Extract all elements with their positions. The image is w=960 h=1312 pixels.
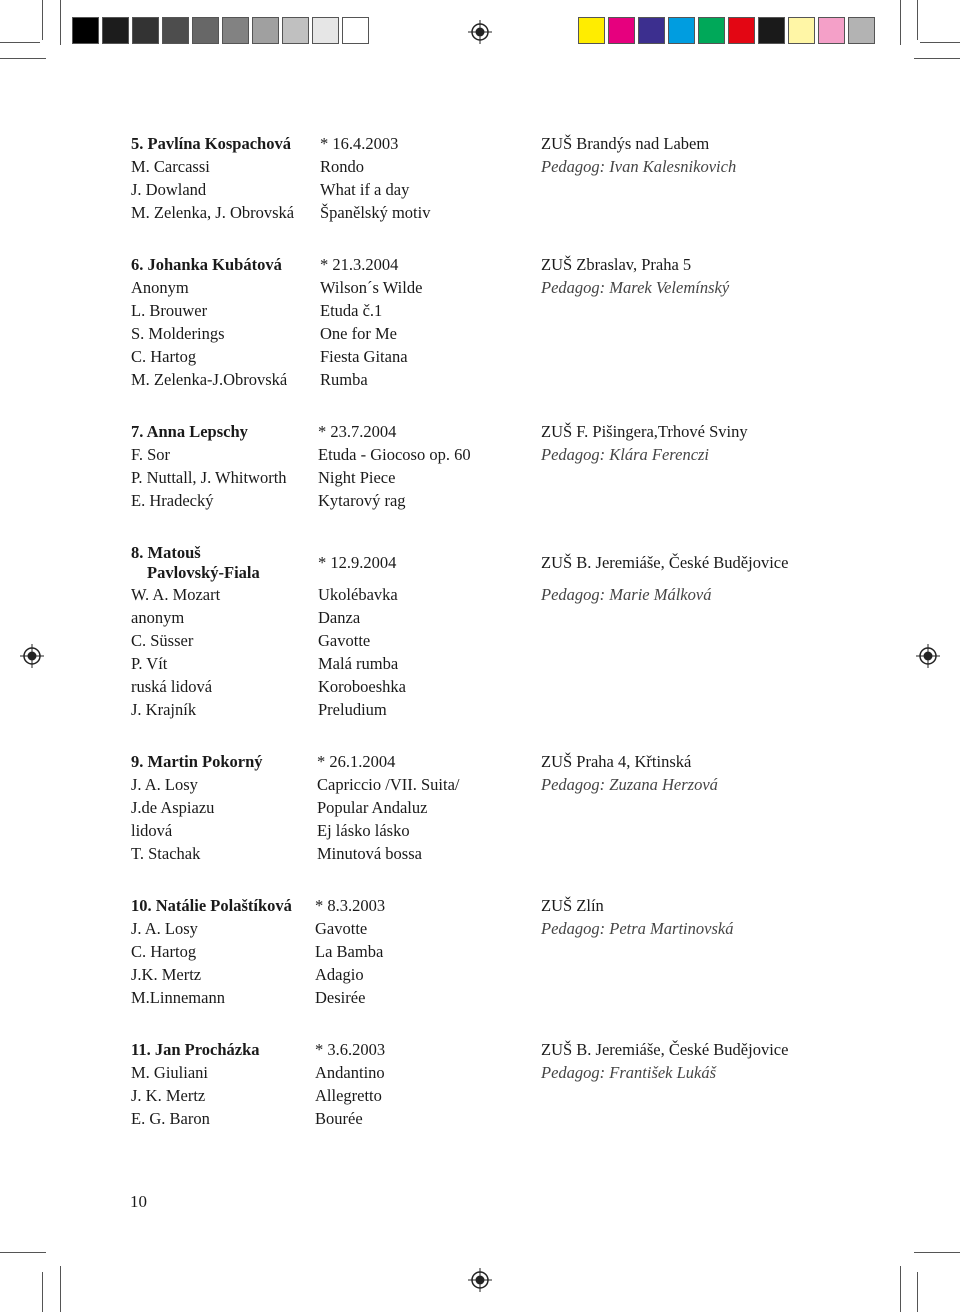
piece-title: La Bamba <box>315 942 384 961</box>
composer: L. Brouwer <box>131 301 208 320</box>
piece-title: Ukolébavka <box>318 585 398 604</box>
registration-mark-icon <box>468 1268 492 1292</box>
teacher-name: Pedagog: Klára Ferenczi <box>541 445 710 464</box>
performer-name: 6. Johanka Kubátová <box>131 255 282 274</box>
piece-title: Koroboeshka <box>318 677 406 696</box>
performer-name: 7. Anna Lepschy <box>131 422 248 441</box>
page-number: 10 <box>130 1192 147 1211</box>
piece-title: Gavotte <box>318 631 371 650</box>
composer: J. Dowland <box>131 180 207 199</box>
entry-header-row <box>0 1038 960 1061</box>
composer: anonym <box>131 608 185 627</box>
piece-title: Wilson´s Wilde <box>320 278 423 297</box>
piece-row <box>0 276 960 299</box>
piece-title: Preludium <box>318 700 387 719</box>
piece-row <box>0 652 960 675</box>
crop-mark <box>42 1272 43 1312</box>
school-name: ZUŠ F. Pišingera,Trhové Sviny <box>541 422 748 441</box>
crop-mark <box>0 1252 46 1253</box>
composer: ruská lidová <box>131 677 213 696</box>
teacher-name: Pedagog: Petra Martinovská <box>541 919 734 938</box>
color-swatch <box>578 17 605 44</box>
composer: J. A. Losy <box>131 919 198 938</box>
color-swatch <box>162 17 189 44</box>
piece-title: Gavotte <box>315 919 368 938</box>
color-swatch <box>342 17 369 44</box>
teacher-name: Pedagog: Marek Velemínský <box>541 278 730 297</box>
teacher-name: Pedagog: Marie Málková <box>541 585 712 604</box>
registration-mark-icon <box>468 20 492 44</box>
composer: M. Giuliani <box>131 1063 208 1082</box>
entry-header-row <box>0 253 960 276</box>
performer-name: 9. Martin Pokorný <box>131 752 263 771</box>
piece-title: Night Piece <box>318 468 396 487</box>
piece-title: What if a day <box>320 180 410 199</box>
composer: T. Stachak <box>131 844 201 863</box>
composer: Anonym <box>131 278 189 297</box>
composer: M. Zelenka-J.Obrovská <box>131 370 288 389</box>
piece-row <box>0 345 960 368</box>
teacher-name: Pedagog: Zuzana Herzová <box>541 775 718 794</box>
piece-title: One for Me <box>320 324 397 343</box>
composer: W. A. Mozart <box>131 585 221 604</box>
piece-row <box>0 940 960 963</box>
birth-date: * 8.3.2003 <box>315 896 386 915</box>
piece-title: Etuda - Giocoso op. 60 <box>318 445 471 464</box>
school-name: ZUŠ Praha 4, Křtinská <box>541 752 692 771</box>
entry-header-row <box>0 561 960 584</box>
composer: C. Hartog <box>131 942 197 961</box>
birth-date: * 12.9.2004 <box>318 553 397 572</box>
crop-mark <box>60 1266 61 1312</box>
school-name: ZUŠ B. Jeremiáše, České Budějovice <box>541 553 789 572</box>
crop-mark <box>914 58 960 59</box>
piece-title: Desirée <box>315 988 366 1007</box>
birth-date: * 16.4.2003 <box>320 134 399 153</box>
composer: J.K. Mertz <box>131 965 202 984</box>
color-swatch <box>788 17 815 44</box>
composer: P. Nuttall, J. Whitworth <box>131 468 287 487</box>
piece-row <box>0 443 960 466</box>
piece-row <box>0 842 960 865</box>
piece-title: Allegretto <box>315 1086 382 1105</box>
color-swatch <box>818 17 845 44</box>
piece-title: Etuda č.1 <box>320 301 383 320</box>
piece-title: Kytarový rag <box>318 491 406 510</box>
color-swatch <box>312 17 339 44</box>
composer: F. Sor <box>131 445 171 464</box>
piece-title: Popular Andaluz <box>317 798 428 817</box>
crop-mark <box>914 1252 960 1253</box>
crop-mark <box>42 0 43 40</box>
color-swatch <box>132 17 159 44</box>
color-swatch <box>698 17 725 44</box>
color-swatch <box>638 17 665 44</box>
grayscale-bar <box>72 17 372 47</box>
composer: P. Vít <box>131 654 168 673</box>
composer: C. Süsser <box>131 631 194 650</box>
school-name: ZUŠ Zlín <box>541 896 604 915</box>
piece-title: Andantino <box>315 1063 385 1082</box>
composer: lidová <box>131 821 173 840</box>
piece-row <box>0 178 960 201</box>
piece-row <box>0 1061 960 1084</box>
color-swatch <box>668 17 695 44</box>
piece-row <box>0 819 960 842</box>
piece-title: Capriccio /VII. Suita/ <box>317 775 460 794</box>
composer: J.de Aspiazu <box>131 798 215 817</box>
composer: J. A. Losy <box>131 775 198 794</box>
piece-row <box>0 1084 960 1107</box>
crop-mark <box>0 58 46 59</box>
school-name: ZUŠ B. Jeremiáše, České Budějovice <box>541 1040 789 1059</box>
composer: M. Carcassi <box>131 157 210 176</box>
composer: J. Krajník <box>131 700 197 719</box>
entry-header-row <box>0 750 960 773</box>
crop-mark <box>917 0 918 40</box>
piece-row <box>0 1107 960 1130</box>
performer-name: 10. Natálie Polaštíková <box>131 896 292 915</box>
piece-row <box>0 155 960 178</box>
crop-mark <box>0 42 40 43</box>
color-swatch <box>192 17 219 44</box>
performer-name: 11. Jan Procházka <box>131 1040 260 1059</box>
performer-name: 8. Matouš <box>131 543 201 562</box>
birth-date: * 23.7.2004 <box>318 422 397 441</box>
teacher-name: Pedagog: Ivan Kalesnikovich <box>541 157 737 176</box>
color-swatch <box>252 17 279 44</box>
piece-row <box>0 322 960 345</box>
composer: S. Molderings <box>131 324 225 343</box>
piece-title: Španělský motiv <box>320 203 431 222</box>
piece-row <box>0 773 960 796</box>
color-swatch <box>758 17 785 44</box>
piece-title: Rondo <box>320 157 365 176</box>
color-swatch <box>72 17 99 44</box>
piece-row <box>0 698 960 721</box>
piece-row <box>0 986 960 1009</box>
composer: E. Hradecký <box>131 491 214 510</box>
piece-title: Rumba <box>320 370 368 389</box>
color-bar <box>578 17 878 47</box>
piece-row <box>0 796 960 819</box>
school-name: ZUŠ Zbraslav, Praha 5 <box>541 255 692 274</box>
composer: M. Zelenka, J. Obrovská <box>131 203 295 222</box>
composer: M.Linnemann <box>131 988 225 1007</box>
piece-title: Malá rumba <box>318 654 399 673</box>
piece-row <box>0 299 960 322</box>
teacher-name: Pedagog: František Lukáš <box>541 1063 717 1082</box>
crop-mark <box>917 1272 918 1312</box>
birth-date: * 26.1.2004 <box>317 752 396 771</box>
piece-row <box>0 466 960 489</box>
birth-date: * 21.3.2004 <box>320 255 399 274</box>
color-swatch <box>728 17 755 44</box>
performer-name: Pavlovský-Fiala <box>147 563 260 582</box>
piece-title: Bourée <box>315 1109 363 1128</box>
crop-mark <box>900 1266 901 1312</box>
composer: E. G. Baron <box>131 1109 210 1128</box>
piece-row <box>0 368 960 391</box>
piece-title: Adagio <box>315 965 364 984</box>
piece-row <box>0 963 960 986</box>
composer: C. Hartog <box>131 347 197 366</box>
crop-mark <box>60 0 61 45</box>
piece-row <box>0 917 960 940</box>
color-swatch <box>282 17 309 44</box>
piece-title: Ej lásko lásko <box>317 821 410 840</box>
piece-row <box>0 606 960 629</box>
piece-row <box>0 583 960 606</box>
piece-title: Danza <box>318 608 361 627</box>
entry-header-row <box>0 132 960 155</box>
piece-title: Minutová bossa <box>317 844 422 863</box>
entry-header-row <box>0 420 960 443</box>
composer: J. K. Mertz <box>131 1086 206 1105</box>
color-swatch <box>222 17 249 44</box>
color-swatch <box>102 17 129 44</box>
entry-header-row <box>0 894 960 917</box>
piece-row <box>0 675 960 698</box>
piece-row <box>0 201 960 224</box>
piece-title: Fiesta Gitana <box>320 347 408 366</box>
crop-mark <box>920 42 960 43</box>
color-swatch <box>608 17 635 44</box>
color-swatch <box>848 17 875 44</box>
piece-row <box>0 629 960 652</box>
piece-row <box>0 489 960 512</box>
crop-mark <box>900 0 901 45</box>
birth-date: * 3.6.2003 <box>315 1040 386 1059</box>
performer-name: 5. Pavlína Kospachová <box>131 134 291 153</box>
school-name: ZUŠ Brandýs nad Labem <box>541 134 710 153</box>
